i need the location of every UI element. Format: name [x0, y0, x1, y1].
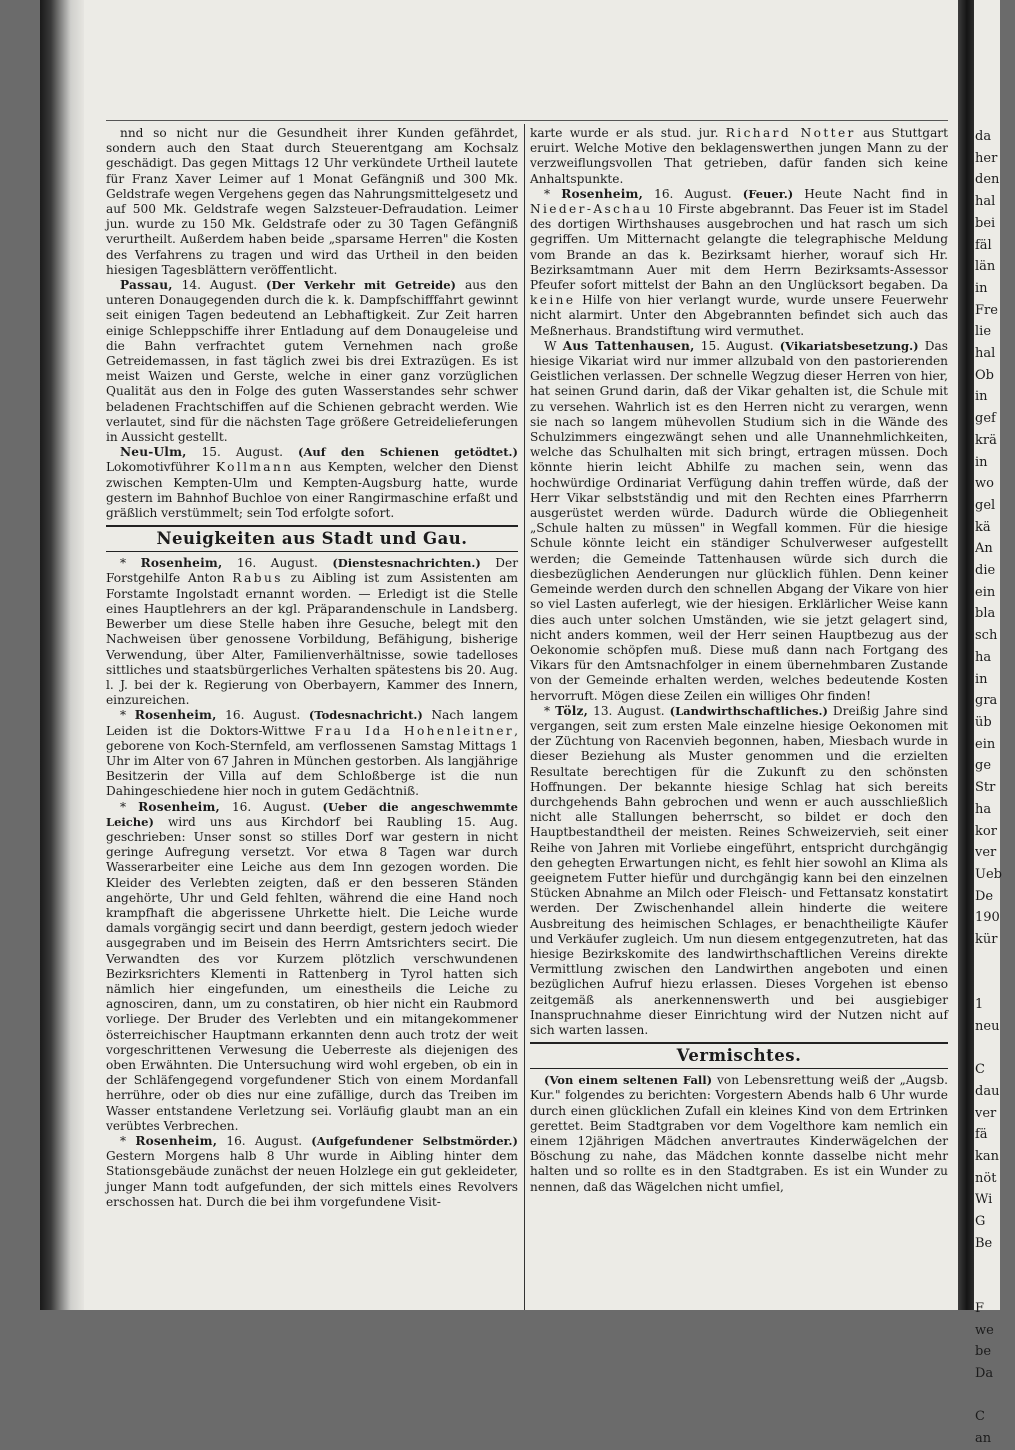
next-page-edge-column	[975, 126, 1015, 1447]
dateline-place: Aus Tattenhausen,	[562, 338, 695, 353]
edge-fragment: G	[975, 1214, 986, 1230]
dateline-place: Rosenheim,	[134, 708, 217, 723]
edge-fragment: ein	[975, 736, 996, 752]
edge-fragment: Fre	[975, 302, 998, 318]
section-heading: Vermischtes.	[530, 1042, 948, 1069]
edge-fragment: Da	[975, 1366, 994, 1382]
edge-fragment: gef	[975, 411, 996, 427]
edge-fragment: ha	[975, 649, 992, 665]
article-continuation: nnd so nicht nur die Gesundheit ihrer Kunden gefährdet, sondern auch den Staat durch Steuerentgang am Kochsalz geschädigt. Das gegen Mittags 12 Uhr verkündete Urtheil lautete für Franz Xaver Leimer auf 1 Monat Gefängniß und 300 Mk. Geldstrafe wegen Vergehens gegen das Nahrungsmittelgesetz und auf 500 Mk. Geldstrafe wegen Salzsteuer-Defraudation. Leimer jun. wurde zu 150 Mk. Geldstrafe oder zu 30 Tagen Gefängniß verurtheilt. Außerdem haben beide „sparsame Herren" die Kosten des Verfahrens zu tragen und wird das Urtheil in den beiden hiesigen Tagesblättern veröffentlicht.	[106, 126, 518, 277]
article-selbstmoerder: * Rosenheim, 16. August. (Aufgefundener Selbstmörder.) Gestern Morgens halb 8 Uhr wurde in Aibling hinter dem Stationsgebäude zunächst der neuen Holzlege ein gut gekleideter, junger Mann todt aufgefunden, der sich mittels eines Revolvers erschossen hat. Durch die bei ihm vorgefundene Visit-	[106, 1134, 518, 1209]
person-name: Kollmann	[215, 460, 294, 475]
article-subtitle: (Feuer.)	[742, 186, 794, 201]
dateline-date: 14. August.	[172, 278, 267, 293]
edge-fragment: Wi	[975, 1192, 993, 1208]
middle-column	[530, 126, 948, 1308]
edge-fragment	[975, 1276, 1015, 1298]
article-body: 10 Firste abgebrannt. Das Feuer ist im Stadel des dortigen Wirthshauses ausgebrochen und hat rasch um sich gegriffen. Um Mitternacht gelangte die telegraphische Meldung vom Brande an das k. Bezirksamt hierher, worauf sich Hr. Bezirksamtmann Auer mit dem Herrn Bezirksamts-Assessor Pfeufer sofort mittelst der Bahn an den Unglücksort begaben. Da	[530, 202, 948, 293]
edge-fragment: hal	[975, 194, 996, 210]
edge-fragment: kür	[975, 932, 998, 948]
edge-fragment: gel	[975, 497, 996, 513]
edge-fragment: Ueb	[975, 866, 1002, 882]
edge-fragment: fäl	[975, 237, 992, 253]
edge-fragment	[975, 1255, 1015, 1277]
edge-fragment: kä	[975, 519, 991, 535]
edge-fragment: 190	[975, 910, 1000, 926]
edge-fragment: ge	[975, 758, 992, 774]
edge-fragment: sch	[975, 628, 998, 644]
article-body: von Lebensrettung weiß der „Augsb. Kur." folgendes zu berichten: Vorgestern Abends halb 6 Uhr wurde durch einen glücklichen Zufall ein kleines Kind von dem Ertrinken gerettet. Beim Stadtgraben vor dem Vogelthore kam nemlich ein einem 12jährigen Mädchen anvertrautes Kinderwägelchen der Böschung zu nahe, das Mädchen konnte dasselbe nicht mehr halten und so rollte es in den Stadtgraben. Es ist ein Wunder zu nennen, daß das Wägelchen nicht umfiel,	[530, 1073, 949, 1194]
dateline-date: 15. August.	[186, 445, 299, 460]
edge-fragment: be	[975, 1344, 992, 1360]
edge-fragment: in	[975, 671, 988, 687]
dateline-date: 15. August.	[694, 338, 780, 353]
dateline-date: 16. August.	[219, 799, 323, 814]
dateline-place: Rosenheim,	[561, 186, 643, 201]
article-body: Das hiesige Vikariat wird nur immer allzubald von den pastorierenden Geistlichen verlassen. Der schnelle Wegzug dieser Herren von hier, hat seinen Grund darin, daß der Vikar gehalten ist, die Schule mit zu versehen. Wahrlich ist es den Herren nicht zu verargen, wenn sie nach so langem mühevollen Studium sich in die Wände des Schulzimmers eingezwängt sehen und alle Unannehmlichkeiten, welche das Schulhalten mit sich bringt, ertragen müssen. Doch könnte hierin leicht Abhilfe zu machen sein, wenn das hochwürdige Ordinariat Verfügung dahin treffen würde, daß der Herr Vikar selbstständig und mit den Rechten eines Pfarrherrn ausgerüstet werden würde. Dadurch würde die Obliegenheit „Schule halten zu müssen" in Wegfall kommen. Für die hiesige Schule könnte leicht ein ständiger Schulverweser aufgestellt werden; die Gemeinde Tattenhausen würde sich durch die diesbezüglichen Aenderungen nur glücklich fühlen. Denn keiner Gemeinde werden durch den schnellen Abgang der Vikare von hier so viel Lasten auferlegt, wie der hiesigen. Erklärlicher Weise kann dies auch unter solchen Umständen, wie sie jetzt gelagert sind, nicht anders kommen, weil der Herr seinen Hauptbezug aus der Oekonomie schöpfen muß. Diese muß dann nach Fortgang des Vikars für den Amtsnachfolger in einem übernehmbaren Zustande von der Gemeinde erhalten werden, welches bedeutende Kosten hervorruft. Mögen diese Zeilen ein williges Ohr finden!	[530, 338, 949, 703]
article-lebensrettung	[530, 1073, 948, 1195]
edge-fragment: we	[975, 1322, 994, 1338]
article-body: karte wurde er als stud. jur.	[530, 126, 726, 140]
dateline-date: 16. August.	[643, 186, 743, 201]
article-subtitle: (Auf den Schienen getödtet.)	[298, 445, 518, 460]
edge-fragment: bei	[975, 215, 996, 231]
edge-fragment: kor	[975, 823, 997, 839]
article-body: Heute Nacht find in	[793, 186, 949, 201]
edge-fragment	[975, 1385, 1015, 1407]
person-name: Rabus	[232, 571, 283, 586]
article-todesnachricht: * Rosenheim, 16. August. (Todesnachricht.) Nach langem Leiden ist die Doktors-Wittwe Frau Ida Hohenleitner, geborene von Koch-Sternfeld, am verflossenen Samstag Mittags 1 Uhr im Alter von 67 Jahren in München gestorben. Als langjährige Besitzerin der Villa auf dem Schloßberge ist die nun Dahingeschiedene hier noch in gutem Gedächtniß.	[106, 708, 519, 799]
article-body: Gestern Morgens halb 8 Uhr wurde in Aibling hinter dem Stationsgebäude zunächst der neuen Holzlege ein gut gekleideter, junger Mann todt aufgefunden, der sich mittels eines Revolvers erschossen hat. Durch die bei ihm vorgefundene Visit-	[106, 1149, 518, 1209]
edge-fragment: dau	[975, 1083, 1000, 1099]
article-subtitle: (Todesnachricht.)	[308, 708, 423, 723]
book-binding-shadow	[40, 0, 84, 1310]
article-body: Nach langem Leiden ist die Doktors-Wittwe	[106, 708, 519, 738]
article-dienstesnachrichten: * Rosenheim, 16. August. (Dienstesnachrichten.) Der Forstgehilfe Anton Rabus zu Aibling ist zum Assistenten am Forstamte Ingolstadt ernannt worden. — Erledigt ist die Stelle eines Hauptlehrers an der kgl. Präparandenschule in Landsberg. Bewerber um diese Stelle haben ihre Gesuche, belegt mit den Nachweisen über genossene Vorbildung, Befähigung, bisherige Verwendung, über Alter, Familienverhältnisse, sowie tadelloses sittliches und staatsbürgerliches Verhalten spätestens bis 20. Aug. l. J. bei der k. Regierung von Oberbayern, Kammer des Innern, einzureichen.	[106, 556, 519, 708]
article-subtitle: (Vikariatsbesetzung.)	[779, 338, 919, 353]
dateline-place: Passau,	[120, 278, 173, 293]
dateline-date: 16. August.	[222, 556, 333, 571]
dateline-place: Neu-Ulm,	[120, 445, 187, 460]
article-subtitle: (Dienstesnachrichten.)	[332, 556, 481, 571]
edge-fragment: gra	[975, 693, 998, 709]
article-feuer: * Rosenheim, 16. August. (Feuer.) Heute Nacht find in Nieder-Aschau 10 Firste abgebrannt. Das Feuer ist im Stadel des dortigen Wirthshauses ausgebrochen und hat rasch um sich gegriffen. Um Mitternacht gelangte die telegraphische Meldung vom Brande an das k. Bezirksamt hierher, worauf sich Hr. Bezirksamtmann Auer mit dem Herrn Bezirksamts-Assessor Pfeufer sofort mittelst der Bahn an den Unglücksort begaben. Da keine Hilfe von hier verlangt wurde, wurde unsere Feuerwehr nicht alarmirt. Unter den Abgebrannten befindet sich auch das Meßnerhaus. Brandstiftung wird vermuthet.	[530, 186, 949, 338]
article-landwirthschaft: * Tölz, 13. August. (Landwirthschaftliches.) Dreißig Jahre sind vergangen, seit zum ersten Male einzelne hiesige Oekonomen mit der Züchtung von Racenvieh begonnen, haben, Miesbach wurde in dieser Beziehung als Muster genommen und die erzielten Resultate berechtigen für die Zukunft zu den schönsten Hoffnungen. Der bekannte hiesige Schlag hat sich bereits durchgehends Bahn gebrochen und wenn er auch ausschließlich nicht alle Stallungen beherrscht, so bildet er doch den Hauptbestandtheil der meisten. Reines Schweizervieh, seit einer Reihe von Jahren mit Vorliebe eingeführt, entspricht durchgängig den gehegten Erwartungen nicht, es fehlt hier sowohl an Klima als geeignetem Futter hiefür und durchgängig kann bei den einzelnen Stücken Abnahme an Milch oder Fleisch- und Fettansatz konstatirt werden. Der Zwischenhandel allein hinderte die weitere Ausbreitung des heimischen Schlages, er benachtheiligte Käufer und Verkäufer zugleich. Um nun diesem entgegenzutreten, hat das hiesige Bezirkskomite des landwirthschaftlichen Vereins direkte Vermittlung zwischen den Landwirthen angeboten und einen bezüglichen Aufruf hiezu erlassen. Dieses Vorgehen ist ebenso zeitgemäß als anerkennenswerth und bei ausgiebiger Inanspruchnahme dieser Einrichtung wird der Nutzen nicht auf sich warten lassen.	[530, 703, 948, 1037]
page-gutter	[958, 0, 974, 1310]
edge-fragment: An	[975, 541, 993, 557]
edge-fragment: die	[975, 563, 996, 579]
person-name: Richard Notter	[725, 126, 856, 140]
edge-fragment: 1	[975, 997, 984, 1013]
edge-fragment: neu	[975, 1018, 1000, 1034]
article-vikariat	[530, 339, 948, 704]
edge-fragment: kan	[975, 1149, 1000, 1165]
article-body: , geborene von Koch-Sternfeld, am verflossenen Samstag Mittags 1 Uhr im Alter von 67 Jahren in München gestorben. Als langjährige Besitzerin der Villa auf dem Schloßberge ist die nun Dahingeschiedene hier noch in gutem Gedächtniß.	[106, 723, 518, 799]
article-body: Dreißig Jahre sind vergangen, seit zum ersten Male einzelne hiesige Oekonomen mit der Züchtung von Racenvieh begonnen, haben, Miesbach wurde in dieser Beziehung als Muster genommen und die erzielten Resultate berechtigen für die Zukunft zu den schönsten Hoffnungen. Der bekannte hiesige Schlag hat sich bereits durchgehends Bahn gebrochen und wenn er auch ausschließlich nicht alle Stallungen beherrscht, so bildet er doch den Hauptbestandtheil der meisten. Reines Schweizervieh, seit einer Reihe von Jahren mit Vorliebe eingeführt, entspricht durchgängig den gehegten Erwartungen nicht, es fehlt hier sowohl an Klima als geeignetem Futter hiefür und durchgängig kann bei den einzelnen Stücken Abnahme an Milch oder Fleisch- und Fettansatz konstatirt werden. Der Zwischenhandel allein hinderte die weitere Ausbreitung des heimischen Schlages, er benachtheiligte Käufer und Verkäufer zugleich. Um nun diesem entgegenzutreten, hat das hiesige Bezirkskomite des landwirthschaftlichen Vereins direkte Vermittlung zwischen den Landwirthen angeboten und einen bezüglichen Aufruf hiezu erlassen. Dieses Vorgehen ist ebenso zeitgemäß als anerkennenswerth und bei ausgiebiger Inanspruchnahme dieser Einrichtung wird der Nutzen nicht auf sich warten lassen.	[530, 703, 948, 1037]
edge-fragment	[975, 1038, 1015, 1060]
edge-fragment: Be	[975, 1235, 993, 1251]
edge-fragment: bla	[975, 606, 996, 622]
emphasis: keine	[530, 293, 576, 308]
edge-fragment: wo	[975, 476, 994, 492]
edge-fragment: ver	[975, 845, 997, 861]
edge-fragment: Ob	[975, 367, 994, 383]
article-subtitle: (Von einem seltenen Fall)	[544, 1073, 713, 1088]
edge-fragment: De	[975, 888, 994, 904]
place-name: Nieder-Aschau	[530, 202, 653, 217]
edge-fragment: ha	[975, 801, 992, 817]
article-body: Lokomotivführer	[106, 460, 216, 475]
article-subtitle: (Ueber die angeschwemmte Leiche)	[106, 799, 518, 829]
edge-fragment: da	[975, 129, 992, 144]
top-rule	[106, 120, 948, 121]
edge-fragment: krä	[975, 432, 997, 448]
article-body: aus den unteren Donaugegenden durch die k. k. Dampfschifffahrt gewinnt seit einigen Tagen bedeutend an Lebhaftigkeit. Zur Zeit harren einige Schleppschiffe ihrer Entladung auf dem Donaugeleise und die Bahn verfrachtet gutem Vernehmen nach große Getreidemassen, in fast täglich zwei bis drei Extrazügen. Es ist meist Waizen und Gerste, welche in einer ganz vorzüglichen Qualität aus den in Folge des guten Wasserstandes sehr schwer beladenen Frachtschiffen auf die Schienen gebracht werden. Wie verlautet, sind für die nächsten Tage größere Getreidelieferungen in Aussicht gestellt.	[106, 278, 518, 445]
dateline-place: Rosenheim,	[138, 799, 220, 814]
article-subtitle: (Aufgefundener Selbstmörder.)	[311, 1134, 518, 1148]
article-body: Der Forstgehilfe Anton	[106, 556, 518, 586]
article-neu-ulm	[106, 445, 518, 521]
article-body: wird uns aus Kirchdorf bei Raubling 15. Aug. geschrieben: Unser sonst so stilles Dorf war gestern in nicht geringe Aufregung versetzt. Vor etwa 8 Tagen war durch Wasserarbeiter eine Leiche aus dem Inn gezogen worden. Die Kleider des Verlebten zeigten, daß er den besseren Ständen angehörte, Uhr und Geld fehlten, während die eine Hand noch krampfhaft die abgerissene Uhrkette hielt. Die Leiche wurde damals vorgängig secirt und dann beerdigt, gestern jedoch wieder ausgegraben und im Beisein des Herrn Amtsrichters secirt. Die Verwandten des vor Kurzem plötzlich verschwundenen Bezirksrichters Klementi in Rattenberg in Tyrol hatten sich nämlich hier eingefunden, um einestheils die Leiche zu agnosciren, dann, um zu constatiren, ob hier nicht ein Raubmord vorliege. Der Bruder des Verlebten und ein mitangekommener österreichischer Hauptmann erkannten denn auch trotz der weit vorgeschrittenen Verwesung die Ueberreste als diejenigen des oben Erwähnten. Die Untersuchung wird wohl ergeben, ob ein in der Schläfengegend vorgefundener Stich von einem Mordanfall herrühre, oder ob dies nur eine zufällige, durch das Treiben im Wasser entstandene Verletzung sei. Vorläufig glaubt man an ein verübtes Verbrechen.	[106, 814, 518, 1133]
edge-fragment: ver	[975, 1105, 997, 1121]
dateline-date: 16. August.	[217, 1134, 312, 1148]
author-mark: W	[544, 338, 557, 353]
dateline-date: 13. August.	[588, 703, 670, 718]
edge-fragment: C	[975, 1062, 985, 1078]
edge-fragment: ein	[975, 584, 996, 600]
edge-fragment: den	[975, 172, 1000, 188]
edge-fragment: nöt	[975, 1170, 997, 1186]
edge-fragment: lie	[975, 324, 992, 340]
edge-fragment: üb	[975, 714, 992, 730]
edge-fragment: in	[975, 389, 988, 405]
edge-fragment: län	[975, 259, 996, 275]
dateline-place: Rosenheim,	[135, 1134, 218, 1148]
edge-fragment: her	[975, 150, 998, 166]
article-body: Hilfe von hier verlangt wurde, wurde unsere Feuerwehr nicht alarmirt. Unter den Abgebrannten befindet sich auch das Meßnerhaus. Brandstiftung wird vermuthet.	[530, 293, 948, 338]
edge-fragment	[975, 972, 1015, 994]
column-rule	[524, 124, 525, 1310]
article-body: zu Aibling ist zum Assistenten am Forstamte Ingolstadt ernannt worden. — Erledigt ist die Stelle eines Hauptlehrers an der kgl. Präparandenschule in Landsberg. Bewerber um diese Stelle haben ihre Gesuche, belegt mit den Nachweisen über genossene Vorbildung, Befähigung, bisherige Verwendung, über Alter, Familienverhältnisse, sowie tadelloses sittliches und staatsbürgerliches Verhalten spätestens bis 20. Aug. l. J. bei der k. Regierung von Oberbayern, Kammer des Innern, einzureichen.	[106, 571, 519, 708]
article-subtitle: (Der Verkehr mit Getreide)	[266, 278, 456, 293]
section-heading: Neuigkeiten aus Stadt und Gau.	[106, 525, 518, 552]
article-leiche: * Rosenheim, 16. August. (Ueber die angeschwemmte Leiche) wird uns aus Kirchdorf bei Raubling 15. Aug. geschrieben: Unser sonst so stilles Dorf war gestern in nicht geringe Aufregung versetzt. Vor etwa 8 Tagen war durch Wasserarbeiter eine Leiche aus dem Inn gezogen worden. Die Kleider des Verlebten zeigten, daß er den besseren Ständen angehörte, Uhr und Geld fehlten, während die eine Hand noch krampfhaft die abgerissene Uhrkette hielt. Die Leiche wurde damals vorgängig secirt und dann beerdigt, gestern jedoch wieder ausgegraben und im Beisein des Herrn Amtsrichters secirt. Die Verwandten des vor Kurzem plötzlich verschwundenen Bezirksrichters Klementi in Rattenberg in Tyrol hatten sich nämlich hier eingefunden, um einestheils die Leiche zu agnosciren, dann, um zu constatiren, ob hier nicht ein Raubmord vorliege. Der Bruder des Verlebten und ein mitangekommener österreichischer Hauptmann erkannten denn auch trotz der weit vorgeschrittenen Verwesung die Ueberreste als diejenigen des oben Erwähnten. Die Untersuchung wird wohl ergeben, ob ein in der Schläfengegend vorgefundener Stich von einem Mordanfall herrühre, oder ob dies nur eine zufällige, durch das Treiben im Wasser entstandene Verletzung sei. Vorläufig glaubt man an ein verübtes Verbrechen.	[106, 799, 518, 1133]
edge-fragment: C	[975, 1409, 985, 1425]
edge-fragment: hal	[975, 346, 996, 362]
edge-fragment: in	[975, 280, 988, 296]
edge-fragment: an	[975, 1431, 992, 1447]
edge-fragment	[975, 951, 1015, 973]
article-continuation	[530, 126, 948, 187]
person-name: Frau Ida Hohenleitner	[314, 723, 515, 738]
dateline-date: 16. August.	[216, 708, 309, 723]
dateline-place: Tölz,	[555, 703, 589, 718]
article-subtitle: (Landwirthschaftliches.)	[669, 703, 828, 718]
article-body: aus Stuttgart eruirt. Welche Motive den beklagenswerthen jungen Mann zu der verzweiflungsvollen That getrieben, dafür fanden sich keine Anhaltspunkte.	[530, 126, 948, 186]
article-body: aus Kempten, welcher den Dienst zwischen Kempten-Ulm und Kempten-Augsburg hatte, wurde gestern im Bahnhof Buchloe von einer Rangirmaschine erfaßt und gräßlich verstümmelt; sein Tod erfolgte sofort.	[106, 460, 519, 521]
edge-fragment: in	[975, 454, 988, 470]
edge-fragment: Str	[975, 780, 996, 796]
dateline-place: Rosenheim,	[140, 556, 223, 571]
edge-fragment: fä	[975, 1127, 988, 1143]
left-column	[106, 126, 518, 1308]
article-passau	[106, 278, 518, 445]
edge-fragment: F	[975, 1300, 985, 1316]
